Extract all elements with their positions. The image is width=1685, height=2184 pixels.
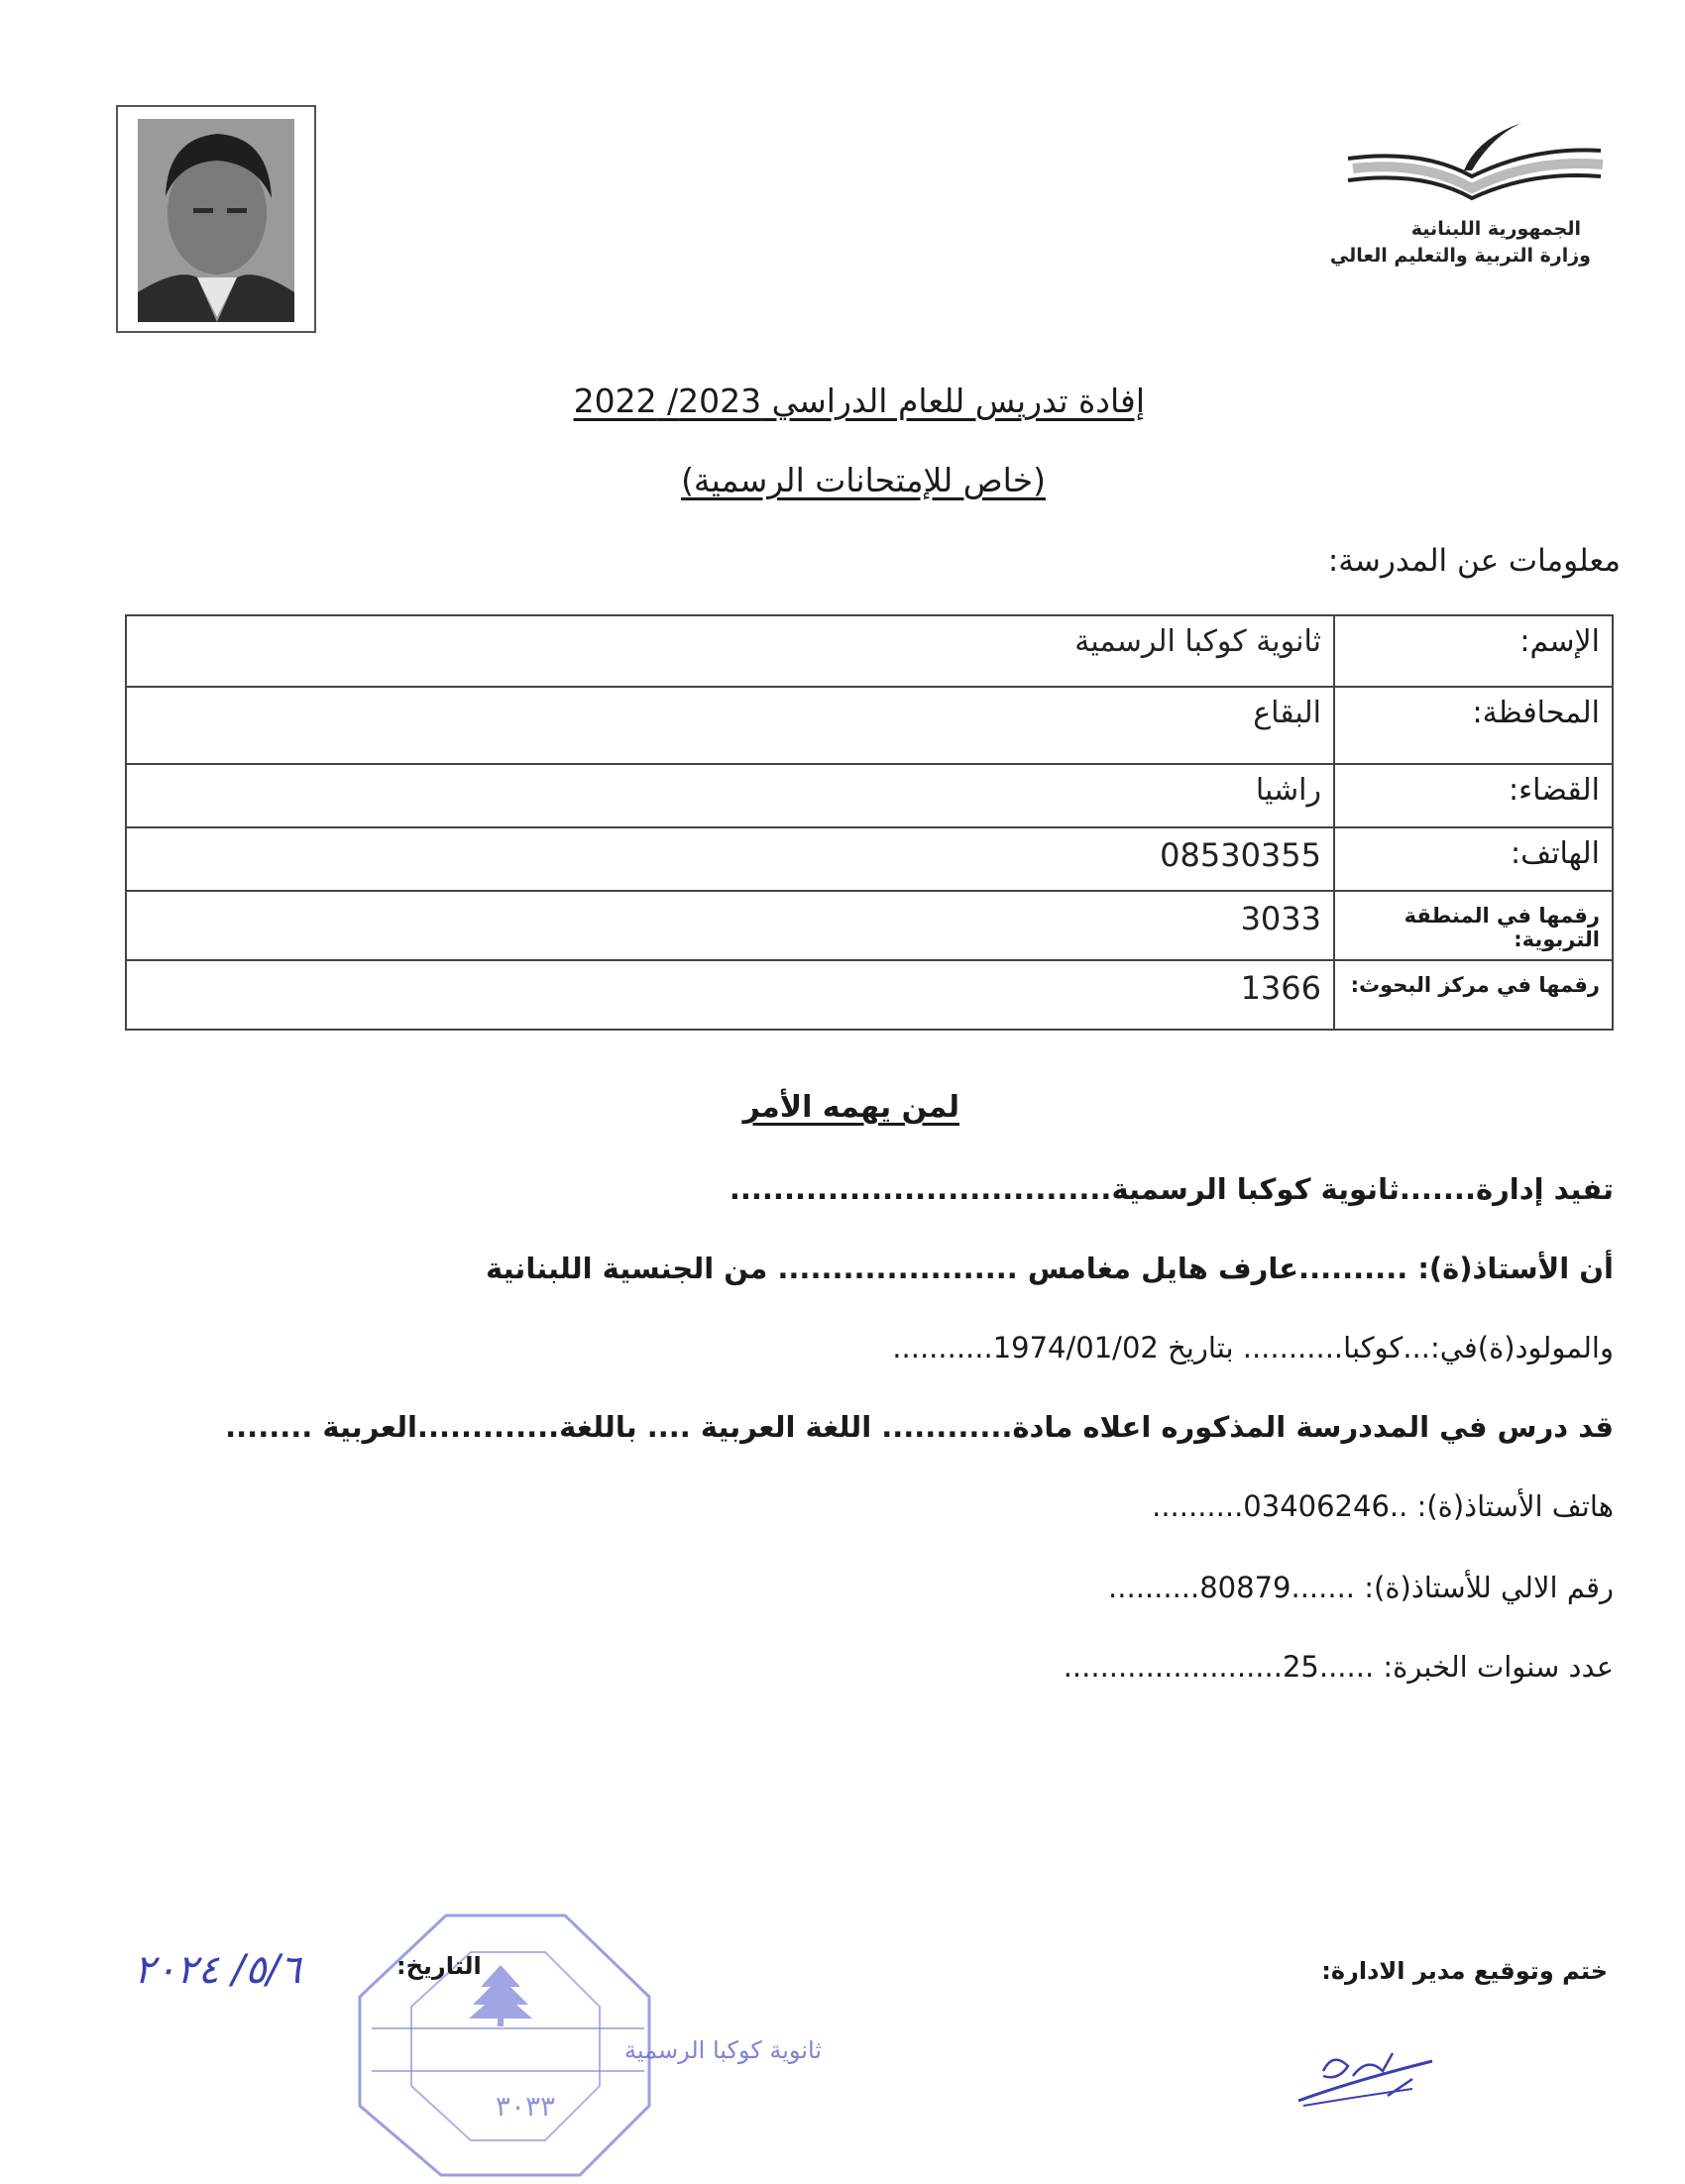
stamp-number: ٣٠٣٣ xyxy=(495,2090,556,2123)
birth-info-line: والمولود(ة)في:...كوكبا........... بتاريخ 1974/01/02........... xyxy=(892,1331,1614,1365)
administration-statement-line: تفيد إدارة.......ثانوية كوكبا الرسمية................................... xyxy=(729,1172,1614,1206)
table-row xyxy=(126,764,1613,827)
to-whom-it-may-concern-heading: لمن يهمه الأمر xyxy=(742,1090,959,1125)
phone-value: 08530355 xyxy=(126,827,1334,891)
governorate-label: المحافظة: xyxy=(1334,687,1613,764)
experience-years-line: عدد سنوات الخبرة: ......25........................ xyxy=(1063,1650,1614,1684)
teacher-id-line: رقم الالي للأستاذ(ة): .......80879.......... xyxy=(1108,1571,1614,1604)
table-row xyxy=(126,687,1613,764)
teacher-name-line: أن الأستاذ(ة): ..........عارف هايل مغامس ...................... من الجنسية اللبنانية xyxy=(486,1252,1614,1285)
governorate-value: البقاع xyxy=(126,687,1334,764)
stamp-school-name: ثانوية كوكبا الرسمية xyxy=(624,2036,822,2064)
handwritten-date: ٥/٦/ ٢٠٢٤ xyxy=(134,1947,301,1993)
educational-zone-number-value: 3033 xyxy=(126,891,1334,960)
logo-republic-text: الجمهورية اللبنانية xyxy=(1410,218,1581,240)
table-row xyxy=(126,960,1613,1030)
table-row xyxy=(126,891,1613,960)
district-label: القضاء: xyxy=(1334,764,1613,827)
teacher-portrait-photo xyxy=(138,119,294,322)
photo-frame xyxy=(116,105,316,333)
teacher-phone-line: هاتف الأستاذ(ة): ..03406246.......... xyxy=(1152,1489,1614,1523)
logo-ministry-text: وزارة التربية والتعليم العالي xyxy=(1329,245,1591,267)
handwritten-signature xyxy=(1293,2041,1442,2111)
ministry-logo xyxy=(1329,119,1621,277)
school-info-heading: معلومات عن المدرسة: xyxy=(1327,543,1621,579)
phone-label: الهاتف: xyxy=(1334,827,1613,891)
school-stamp xyxy=(352,1908,822,2180)
school-name-label: الإسم: xyxy=(1334,615,1613,687)
document-title: إفادة تدريس للعام الدراسي 2023/ 2022 xyxy=(573,382,1145,420)
district-value: راشيا xyxy=(126,764,1334,827)
subject-taught-line: قد درس في المددرسة المذكوره اعلاه مادة............ اللغة العربية .... باللغة.............العربية ........ xyxy=(225,1410,1614,1444)
document-subtitle: (خاص للإمتحانات الرسمية) xyxy=(681,461,1046,499)
open-book-icon xyxy=(1333,119,1621,218)
research-center-number-label: رقمها في مركز البحوث: xyxy=(1334,960,1613,1030)
educational-zone-number-label: رقمها في المنطقة التربوية: xyxy=(1334,891,1613,960)
table-row xyxy=(126,827,1613,891)
school-info-table xyxy=(125,614,1614,1031)
date-label: التاريخ: xyxy=(396,1952,482,1980)
director-signature-label: ختم وتوقيع مدير الادارة: xyxy=(1321,1957,1608,1985)
research-center-number-value: 1366 xyxy=(126,960,1334,1030)
school-name-value: ثانوية كوكبا الرسمية xyxy=(126,615,1334,687)
table-row xyxy=(126,615,1613,687)
